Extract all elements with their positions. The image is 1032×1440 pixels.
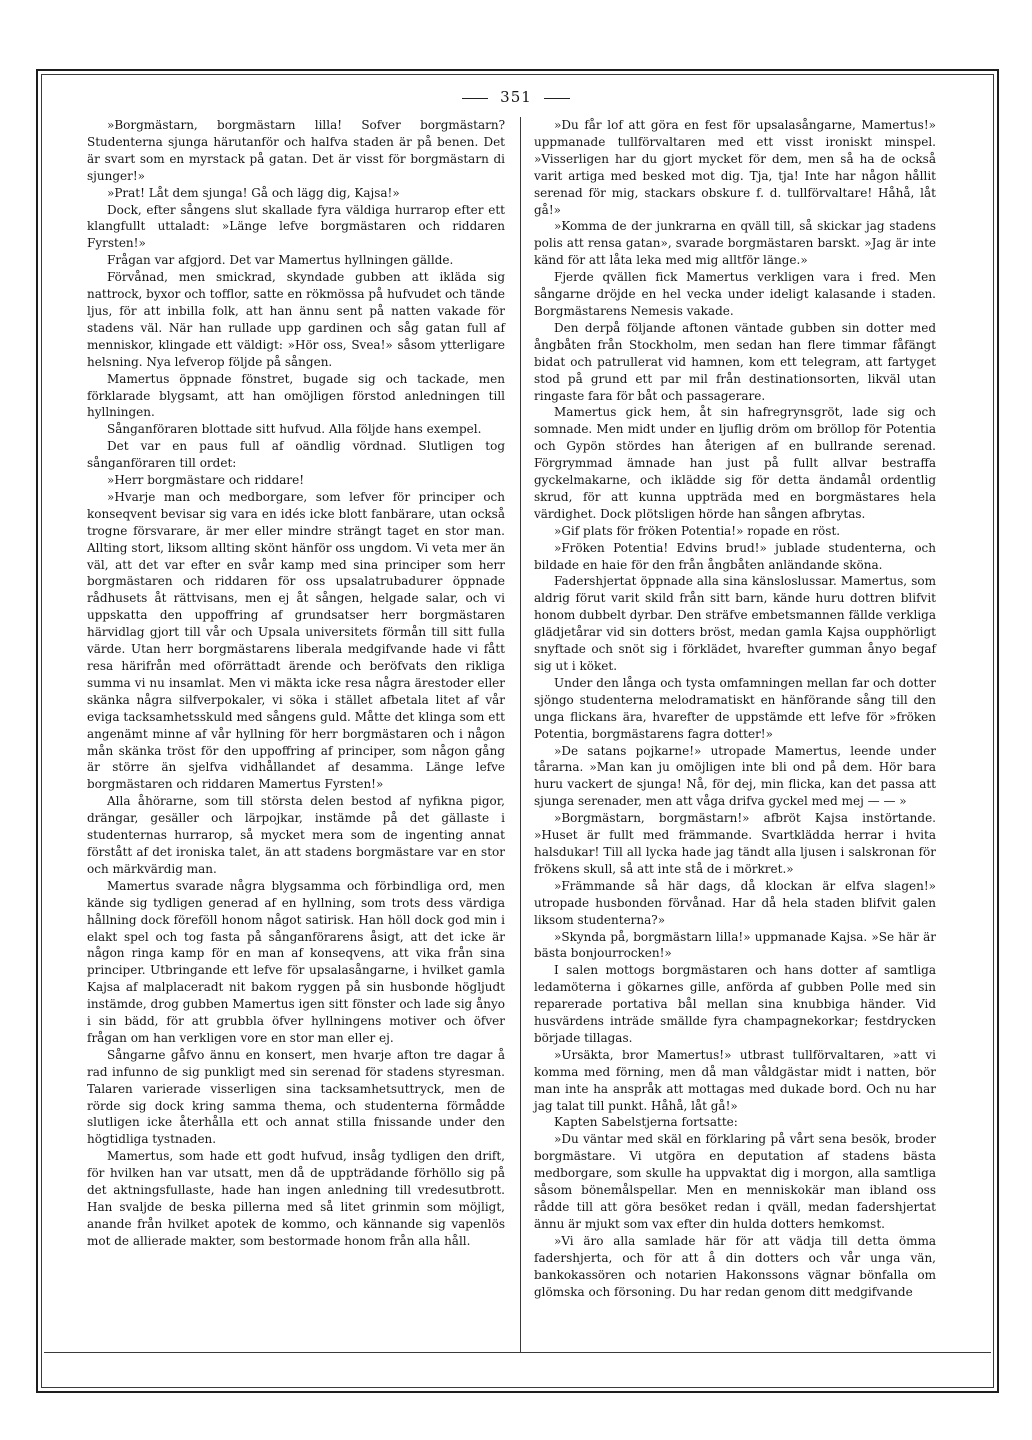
paragraph: I salen mottogs borgmästaren och hans dotter af samtliga ledamöterna i gökarnes gille, anförda af gubben Polle med sin reparerade portativa bål mellan sina knubbiga händer. Vid husvärdens inträde smällde fyra champagnekorkar; festdrycken började tillagas. [534, 963, 936, 1045]
paragraph: »Hvarje man och medborgare, som lefver för principer och konseqvent bevisar sig vara en idés icke blott fanbärare, utan också trogne försvarare, är mer eller mindre strängt taget en stor man. Allting stort, liksom allting skönt hänför oss ungdom. Vi veta mer än väl, att det var efter en svår kamp med sina principer som herr borgmästaren och riddaren för oss upsalatrubadurer öppnade rådhusets åt rättvisans, men ej åt sången, helgade salar, och vi uppskatta den uppoffring af grundsatser herr borgmästaren härvidlag gjort till vår och Upsala universitets förmån till sitt fulla värde. Utan herr borgmästarens liberala medgifvande hade vi fått resa härifrån med oförrättadt ärende och beröfvats den rikliga summa vi nu insamlat. Men vi mäkta icke resa några ärestoder eller skänka några silfverpokaler, vi söka i stället afbetala litet af vår eviga tacksamhetsskuld med sångens guld. Måtte det klinga som ett angenämt minne af vår hyllning för herr borgmästaren och i någon mån skänka tröst för den uppoffring af principer, som någon gång är större än sjelfva vidhållandet af desamma. Länge lefve borgmästaren och riddaren Mamertus Fyrsten!» [87, 489, 505, 792]
paragraph: Sångarne gåfvo ännu en konsert, men hvarje afton tre dagar å rad infunno de sig punkligt med sin serenad för stadens styresman. Talaren varierade visserligen sina tacksamhetsuttryck, men de rörde sig dock kring samma thema, och studenterna förmådde slutligen icke återhålla ett och annat stilla fnissande under den högtidliga tystnaden. [87, 1047, 505, 1147]
paragraph: »Du väntar med skäl en förklaring på vårt sena besök, broder borgmästare. Vi utgöra en deputation af stadens bästa medborgare, som skulle ha uppvaktat dig i morgon, alla samtliga såsom bönemålspellar. Men en menniskokär man ibland oss rådde till att göra besöket redan i qväll, medan fadershjertat ännu är mjukt som vax efter din hulda dotters hemkomst. [534, 1132, 936, 1231]
right-column [534, 117, 936, 1300]
paragraph: »Borgmästarn, borgmästarn lilla! Sofver borgmästarn? Studenterna sjunga härutanför och halfva staden är på benen. Det är svart som en myrstack på gatan. Det är visst för borgmästarn di sjunger!» [87, 118, 505, 183]
paragraph: Förvånad, men smickrad, skyndade gubben att ikläda sig nattrock, byxor och tofflor, satte en rökmössa på hufvudet och tände ljus, för att inbilla folk, att han ännu sent på natten vakade för stadens väl. När han rullade upp gardinen och såg gatan full af menniskor, klingade ett väldigt: »Hör oss, Svea!» såsom ytterligare helsning. Nya lefverop följde på sången. [87, 270, 505, 369]
right-dash [544, 98, 570, 99]
paragraph: »Gif plats för fröken Potentia!» ropade en röst. [554, 523, 841, 538]
paragraph: »Vi äro alla samlade här för att vädja till detta ömma fadershjerta, och för att å din dotters och vår unga vän, bankokassören och notarien Hakonssons vägnar bönfalla om glömska och försoning. Du har redan genom ditt medgifvande [534, 1233, 936, 1299]
paragraph: »Komma de der junkrarna en qväll till, så skickar jag stadens polis att rensa gatan», svarade borgmästaren barskt. »Jag är inte känd för att låta leka med mig alltför länge.» [534, 219, 936, 268]
paragraph: Alla åhörarne, som till största delen bestod af nyfikna pigor, drängar, gesäller och lärpojkar, instämde på det gällaste i studenternas hurrarop, så mycket mera som de ingenting annat förstått af det ironiska talet, än att stadens borgmästare var en stor och märkvärdig man. [87, 794, 505, 876]
column-divider [520, 117, 521, 1352]
paragraph: Fadershjertat öppnade alla sina känsloslussar. Mamertus, som aldrig förut varit skild från sitt barn, kände huru dottren blifvit honom dubbelt dyrbar. Den sträfve embetsmannen fällde verkliga glädjetårar vid sin dotters bröst, medan gamla Kajsa oupphörligt snyftade och snöt sig i förklädet, hvarefter gumman ånyo begaf sig ut i köket. [534, 574, 936, 673]
paragraph: »Fröken Potentia! Edvins brud!» jublade studenterna, och bildade en haie för den från ångbåten anländande sköna. [534, 540, 936, 572]
paragraph: Under den långa och tysta omfamningen mellan far och dotter sjöngo studenterna melodramatiskt en hänförande sång till den unga flickans ära, hvarefter de uppstämde ett lefve för »fröken Potentia, borgmästarens fagra dotter!» [534, 675, 936, 741]
paragraph: »Du får lof att göra en fest för upsalasångarne, Mamertus!» uppmanade tullförvaltaren med ett visst ironiskt minspel. »Visserligen har du gjort mycket för dem, men så ha de också varit artiga med besked mot dig. Tja, tja! Inte har någon hållit serenad för mig, stackars obskure f. d. tullförvaltare! Håhå, låt gå!» [534, 118, 936, 217]
paragraph: Mamertus svarade några blygsamma och förbindliga ord, men kände sig tydligen generad af en hyllning, som trots dess värdiga hållning dock föreföll honom något satirisk. Han höll dock god min i elakt spel och tog fasta på sånganförarens åsigt, att det icke är någon ringa kamp för en man af konseqvens, att vika från sina principer. Utbringande ett lefve för upsalasångarne, i hvilket gamla Kajsa af malplaceradt nit bakom ryggen på sin husbonde högljudt instämde, drog gubben Mamertus igen sitt fönster och lade sig ånyo i sin bädd, för att grubbla öfver hyllningens motiver och öfver frågan om han verkligen vore en stor man eller ej. [87, 878, 505, 1045]
paragraph: Kapten Sabelstjerna fortsatte: [554, 1115, 738, 1130]
paragraph: Dock, efter sångens slut skallade fyra väldiga hurrarop efter ett klangfullt uttaladt: »Länge lefve borgmästaren och riddaren Fyrsten!» [87, 202, 505, 251]
paragraph: Mamertus öppnade fönstret, bugade sig och tackade, men förklarade blygsamt, att han omöjligen förstod anledningen till hyllningen. [87, 371, 505, 420]
paragraph: »De satans pojkarne!» utropade Mamertus, leende under tårarna. »Man kan ju omöjligen inte bli ond på dem. Hör bara huru vackert de sjunga! Nå, för dej, min flicka, kan det passa att sjunga serenader, men att våga drifva gyckel med mej — — » [534, 743, 936, 809]
paragraph: »Herr borgmästare och riddare! [107, 473, 305, 488]
left-dash [462, 98, 488, 99]
paragraph: Mamertus gick hem, åt sin hafregrynsgröt, lade sig och somnade. Men midt under en ljuflig dröm om bröllop för Potentia och Gypön stördes han återigen af en bullrande serenad. Förgrymmad ämnade han just på fullt allvar bestraffa gyckelmakarne, och iklädde sig för detta ändamål ordentlig skrud, för att kunna uppträda med en borgmästares hela värdighet. Dock plötsligen hörde han sången afbrytas. [534, 405, 936, 521]
page-number: 351 [500, 88, 532, 106]
bottom-rule [44, 1352, 991, 1353]
paragraph: Fjerde qvällen fick Mamertus verkligen vara i fred. Men sångarne dröjde en hel vecka under ideligt kalasande i staden. Borgmästarens Nemesis vakade. [534, 270, 936, 318]
page-number-header [0, 88, 1032, 106]
paragraph: Sånganföraren blottade sitt hufvud. Alla följde hans exempel. [107, 422, 482, 437]
paragraph: »Ursäkta, bror Mamertus!» utbrast tullförvaltaren, »att vi komma med förning, men då man våldgästar midt i natten, bör man inte ha anspråk att mottagas med dukade bord. Och nu har jag talat till punkt. Håhå, låt gå!» [534, 1047, 936, 1113]
paragraph: »Prat! Låt dem sjunga! Gå och lägg dig, Kajsa!» [107, 185, 400, 200]
paragraph: Frågan var afgjord. Det var Mamertus hyllningen gällde. [107, 253, 454, 268]
paragraph: Den derpå följande aftonen väntade gubben sin dotter med ångbåten från Stockholm, men sedan han flere timmar fåfängt bidat och patrullerat vid hamnen, kom ett telegram, att fartyget stod på grund ett par mil från destinationsorten, likväl utan ringaste fara för båt och passagerare. [534, 320, 936, 403]
paragraph: Mamertus, som hade ett godt hufvud, insåg tydligen den drift, för hvilken han var utsatt, men då de uppträdande förhöllo sig på det aktningsfullaste, hade han ingen anledning till vredesutbrott. Han svaljde de beska pillerna med så litet grinmin som möjligt, anande från hvilket apotek de kommo, och kännande sig vapenlös mot de allierade makter, som bestormade honom från alla håll. [87, 1149, 505, 1248]
paragraph: »Skynda på, borgmästarn lilla!» uppmanade Kajsa. »Se här är bästa bonjourrocken!» [534, 929, 936, 961]
paragraph: »Främmande så här dags, då klockan är elfva slagen!» utropade husbonden förvånad. Har då hela staden blifvit galen liksom studenterna?» [534, 878, 936, 927]
paragraph: Det var en paus full af oändlig vördnad. Slutligen tog sånganföraren till ordet: [87, 439, 505, 471]
left-column [87, 117, 505, 1250]
paragraph: »Borgmästarn, borgmästarn!» afbröt Kajsa instörtande. »Huset är fullt med främmande. Svartklädda herrar i hvita halsdukar! Till all lycka hade jag tändt alla ljusen i salskronan för frökens skull, så att inte stå de i mörkret.» [534, 811, 936, 876]
